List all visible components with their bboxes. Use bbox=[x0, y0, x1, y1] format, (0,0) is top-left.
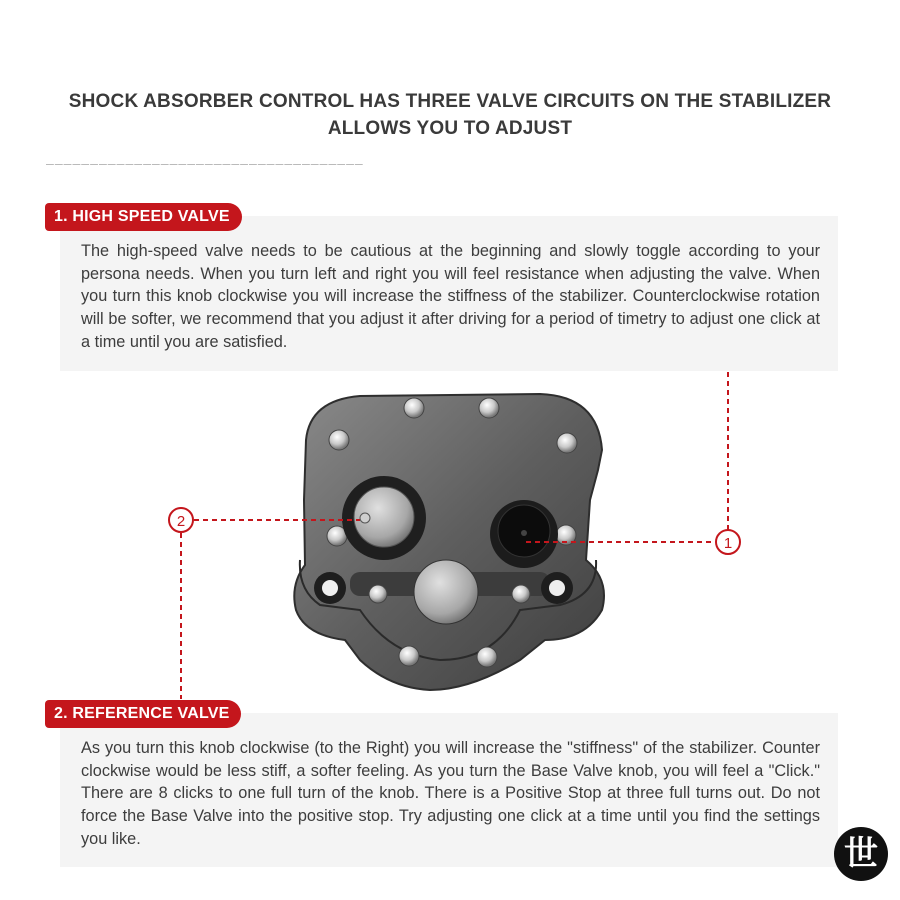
bolt-icon bbox=[404, 398, 424, 418]
title-line-1: SHOCK ABSORBER CONTROL HAS THREE VALVE CIRCUITS ON THE STABILIZER bbox=[68, 91, 832, 112]
bolt-icon bbox=[369, 585, 387, 603]
bolt-icon bbox=[557, 433, 577, 453]
bolt-icon bbox=[512, 585, 530, 603]
title-line-2: ALLOWS YOU TO ADJUST bbox=[327, 118, 573, 139]
high-speed-valve-description: The high-speed valve needs to be cautious at the beginning and slowly toggle according to your persona needs. When you turn left and right you will feel resistance when adjusting the valve. When you turn this knob clockwise you will increase the stiffness of the stabilizer. Counterclockwise rotation will be softer, we recommend that you adjust it after driving for a period of timetry to adjust one click at a time until you are satisfied. bbox=[81, 242, 820, 351]
reference-valve-text-box bbox=[60, 713, 838, 867]
bolt-icon bbox=[479, 398, 499, 418]
bolt-icon bbox=[477, 647, 497, 667]
mount-hole bbox=[549, 580, 565, 596]
callout-1-label: 1 bbox=[723, 535, 733, 552]
reference-valve-tag: 2. REFERENCE VALVE bbox=[45, 700, 241, 728]
center-knob bbox=[414, 560, 478, 624]
bolt-icon bbox=[329, 430, 349, 450]
bolt-icon bbox=[399, 646, 419, 666]
high-speed-valve-dot bbox=[521, 530, 527, 536]
reference-valve-description: As you turn this knob clockwise (to the Right) you will increase the "stiffness" of the stabilizer. Counter clockwise would be less stiff, a softer feeling. As you turn the Base Valve knob, you will feel a "Click." There are 8 clicks to one full turn of the knob. There is a Positive Stop at three full turns out. Do not force the Base Valve into the positive stop. Try adjusting one click at a time until you find the settings you like. bbox=[81, 739, 820, 848]
reference-valve-screw bbox=[360, 513, 370, 523]
callout-2-label: 2 bbox=[176, 513, 186, 530]
dashed-divider: ———————————————————————————————————— bbox=[46, 157, 364, 172]
brand-logo-icon: 世 bbox=[834, 827, 888, 881]
mount-hole bbox=[322, 580, 338, 596]
high-speed-valve-tag: 1. HIGH SPEED VALVE bbox=[45, 203, 242, 231]
